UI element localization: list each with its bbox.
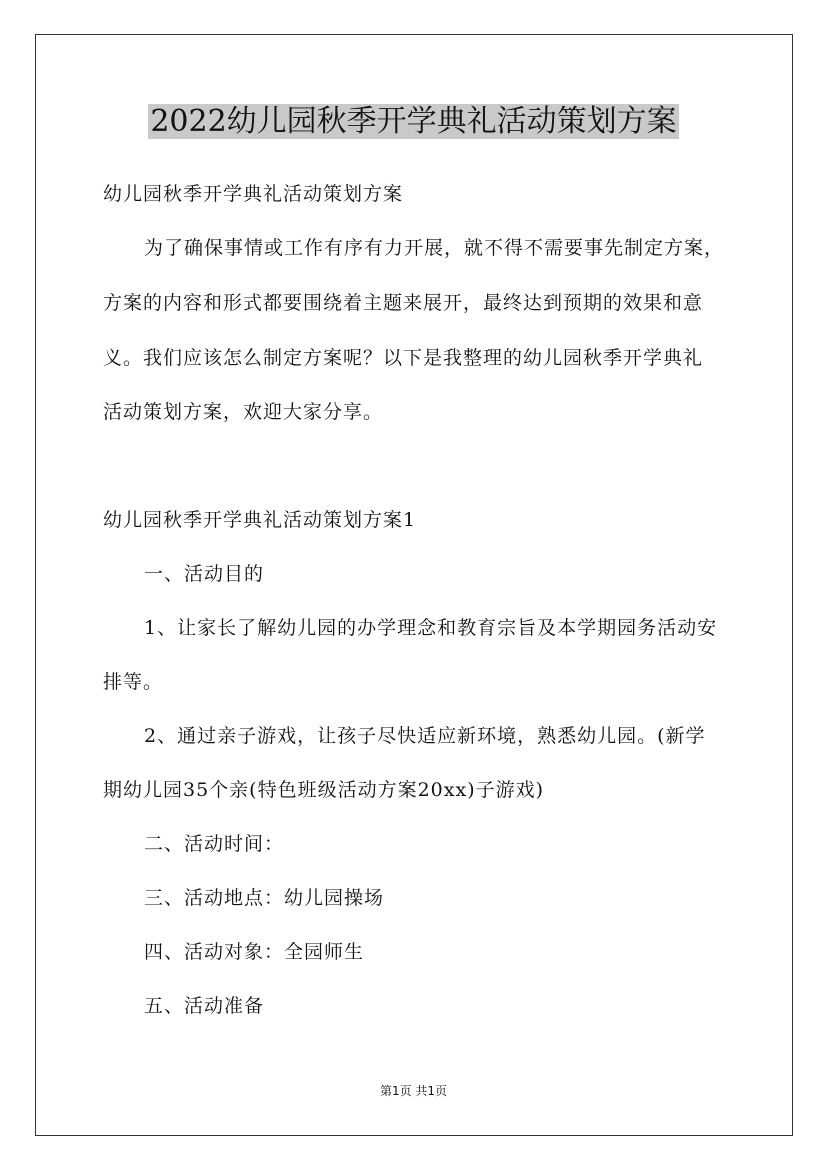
subtitle: 幼儿园秋季开学典礼活动策划方案 (103, 183, 404, 205)
document-title (0, 101, 827, 143)
intro-line-3: 义。我们应该怎么制定方案呢？以下是我整理的幼儿园秋季开学典礼 (103, 347, 704, 369)
item-prep: 五、活动准备 (144, 995, 265, 1017)
item-place: 三、活动地点：幼儿园操场 (144, 887, 385, 909)
section-heading: 幼儿园秋季开学典礼活动策划方案1 (103, 509, 417, 531)
purpose-2-line-2: 期幼儿园35个亲(特色班级活动方案20xx)子游戏) (103, 779, 545, 801)
intro-line-4: 活动策划方案，欢迎大家分享。 (103, 401, 384, 423)
purpose-1-line-1: 1、让家长了解幼儿园的办学理念和教育宗旨及本学期园务活动安 (144, 617, 718, 639)
item-time: 二、活动时间： (144, 833, 285, 855)
purpose-2-line-1: 2、通过亲子游戏，让孩子尽快适应新环境，熟悉幼儿园。(新学 (144, 725, 706, 747)
item-purpose: 一、活动目的 (144, 563, 265, 585)
document-title-text: 2022幼儿园秋季开学典礼活动策划方案 (150, 104, 677, 139)
intro-line-1: 为了确保事情或工作有序有力开展，就不得不需要事先制定方案， (144, 237, 725, 259)
purpose-1-line-2: 排等。 (103, 671, 164, 693)
page-number-footer: 第1页 共1页 (379, 1084, 448, 1098)
item-target: 四、活动对象：全园师生 (144, 941, 365, 963)
intro-line-2: 方案的内容和形式都要围绕着主题来展开，最终达到预期的效果和意 (103, 292, 704, 314)
